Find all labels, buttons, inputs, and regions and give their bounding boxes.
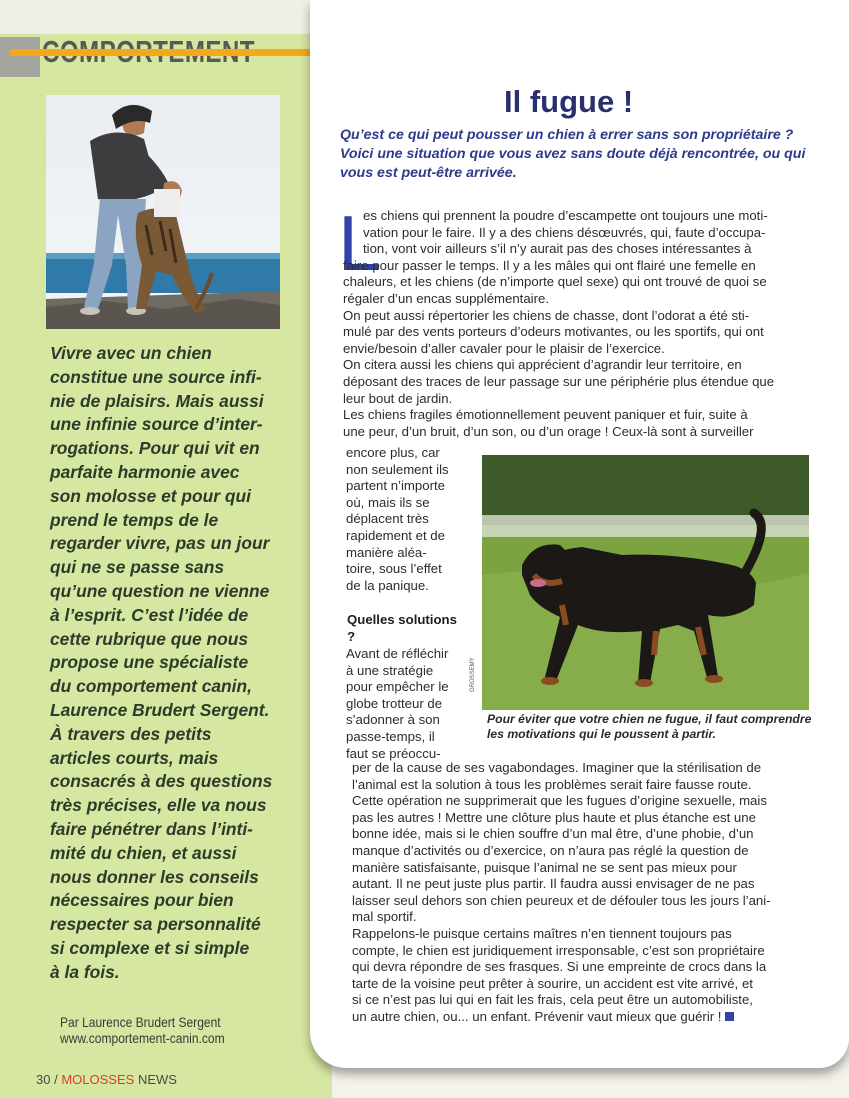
- article-body-narrow-2: [346, 646, 449, 762]
- intro-line: prend le temps de le: [50, 509, 219, 530]
- author-byline: [60, 1014, 225, 1046]
- intro-line: à l’esprit. C’est l’idée de: [50, 604, 249, 625]
- article-subhead: Quelles solutions ?: [347, 612, 457, 644]
- photo-credit: GROSSEMY: [470, 657, 476, 692]
- body-line: à une stratégie: [346, 662, 434, 678]
- intro-line: Vivre avec un chien: [50, 343, 212, 363]
- body-line: de la panique.: [346, 577, 429, 593]
- body-line: autant. Il ne peut juste plus partir. Il faudra aussi envisager de ne pas: [352, 876, 755, 892]
- body-line: manière satisfaisante, puisque l’animal ne se sent pas mieux pour: [352, 859, 737, 875]
- body-line: toire, sous l’effet: [346, 561, 442, 577]
- intro-line: articles courts, mais: [50, 747, 219, 768]
- body-line: encore plus, car: [346, 445, 440, 460]
- body-line: où, mais ils se: [346, 494, 430, 510]
- body-line: per de la cause de ses vagabondages. Imaginer que la stérilisation de: [352, 760, 762, 775]
- intro-line: nie de plaisirs. Mais aussi: [50, 390, 264, 411]
- intro-line: parfaite harmonie avec: [50, 461, 240, 482]
- body-line: leur bout de jardin.: [343, 390, 453, 406]
- author-name: Par Laurence Brudert Sergent: [60, 1014, 221, 1030]
- article-body-top: [343, 208, 811, 440]
- folio-separator: /: [54, 1072, 58, 1087]
- body-line: l’animal est la solution à tous les problèmes serait faire fausse route.: [352, 776, 752, 792]
- sidebar-top-band: [0, 0, 332, 34]
- body-line: vation pour le faire. Il y a des chiens désœuvrés, qui, faute d’occupa-: [363, 224, 766, 240]
- intro-line: regarder vivre, pas un jour: [50, 533, 270, 554]
- article-body-narrow-1: [346, 445, 449, 594]
- body-line: qui devra répondre de ses frasques. Si une empreinte de crocs dans la: [352, 959, 767, 975]
- page-folio: [36, 1072, 177, 1087]
- man-and-dog-illustration: [46, 95, 280, 329]
- intro-line: nécessaires pour bien: [50, 890, 234, 911]
- body-line: On peut aussi répertorier les chiens de chasse, dont l’odorat a été sti-: [343, 307, 750, 323]
- body-line: déposant des traces de leur passage sur une périphérie plus étendue que: [343, 373, 775, 389]
- intro-line: son molosse et pour qui: [50, 485, 251, 506]
- intro-line: constitue une source infi-: [50, 366, 262, 387]
- body-line: pas les autres ! Mettre une clôture plus haute et plus étanche est une: [352, 809, 756, 825]
- article-standfirst: Qu’est ce qui peut pousser un chien à errer sans son propriétaire ? Voici une situation que vous avez sans doute déjà rencontrée, ou qui vous est peut-être arrivée.: [340, 127, 806, 182]
- body-line: Les chiens fragiles émotionnellement peuvent paniquer et fuir, suite à: [343, 407, 748, 423]
- intro-line: à la fois.: [50, 961, 120, 982]
- end-mark-icon: [725, 1012, 734, 1021]
- body-line: régaler d’un encas supplémentaire.: [343, 290, 549, 306]
- sidebar-intro: [50, 342, 300, 985]
- body-line: non seulement ils: [346, 461, 449, 477]
- body-line: Avant de réfléchir: [346, 646, 449, 661]
- body-line: tion, vont voir ailleurs s’il n’y aurait pas des choses intéressantes à: [363, 241, 752, 257]
- intro-line: nous donner les conseils: [50, 866, 259, 887]
- intro-line: propose une spécialiste: [50, 652, 249, 673]
- body-line: passe-temps, il: [346, 728, 435, 744]
- body-line: globe trotteur de: [346, 695, 443, 711]
- intro-line: respecter sa personnalité: [50, 914, 261, 935]
- intro-line: À travers des petits: [50, 723, 212, 744]
- intro-line: une infinie source d’inter-: [50, 414, 263, 435]
- drop-cap: L: [338, 199, 382, 287]
- body-line: chaleurs, et les chiens (de n’importe quel sexe) qui ont trouvé de quoi se: [343, 274, 767, 290]
- body-line: pour empêcher le: [346, 679, 449, 695]
- intro-line: faire pénétrer dans l’inti-: [50, 818, 253, 839]
- top-photo: [46, 95, 280, 329]
- body-line: manière aléa-: [346, 544, 427, 560]
- intro-line: si complexe et si simple: [50, 937, 250, 958]
- photo-caption: Pour éviter que votre chien ne fugue, il faut comprendre les motivations qui le poussent à partir.: [487, 712, 812, 741]
- intro-line: qui ne se passe sans: [50, 557, 224, 578]
- intro-line: du comportement canin,: [50, 676, 252, 697]
- body-line: Cette opération ne supprimerait que les fugues d’origine sexuelle, mais: [352, 793, 767, 809]
- body-line: manque d’activités ou d’exercice, on n’aura pas réglé la question de: [352, 842, 749, 858]
- body-line: mulé par des vents porteurs d’odeurs motivantes, ou les sportifs, qui ont: [343, 324, 764, 340]
- magazine-brand: MOLOSSES: [61, 1072, 135, 1087]
- body-line: faut se préoccu-: [346, 745, 441, 761]
- dog-photo: [482, 455, 809, 710]
- body-line: On citera aussi les chiens qui apprécient d’agrandir leur territoire, en: [343, 357, 742, 373]
- article-body-bottom: [352, 760, 816, 1026]
- body-line: rapidement et de: [346, 527, 445, 543]
- intro-line: rogations. Pour qui vit en: [50, 438, 260, 459]
- intro-line: très précises, elle va nous: [50, 795, 267, 816]
- body-line: un autre chien, ou... un enfant. Prévenir vaut mieux que guérir !: [352, 1008, 722, 1024]
- intro-line: cette rubrique que nous: [50, 628, 249, 649]
- body-line: laisser seul dehors son chien peureux et de défouler tous les jours l’ani-: [352, 892, 771, 908]
- body-line: déplacent très: [346, 511, 429, 527]
- intro-line: Laurence Brudert Sergent.: [50, 699, 270, 720]
- body-line: compte, le chien est juridiquement irresponsable, c’est son propriétaire: [352, 942, 765, 958]
- body-line: si ce n’est pas lui qui en fait les frais, cela peut être un automobiliste,: [352, 992, 753, 1008]
- body-line: tarte de la voisine peut prêter à sourire, un accident est vite arrivé, et: [352, 975, 753, 991]
- body-line-final: [352, 1009, 816, 1026]
- article-headline: Il fugue !: [504, 84, 634, 119]
- body-line: partent n’importe: [346, 478, 445, 494]
- body-line: es chiens qui prennent la poudre d’escampette ont toujours une moti-: [363, 208, 768, 223]
- intro-line: qu’une question ne vienne: [50, 580, 270, 601]
- magazine-brand-suffix: NEWS: [137, 1072, 177, 1087]
- body-line: envie/besoin d’aller cavaler pour le plaisir de l’exercice.: [343, 340, 665, 356]
- rottweiler-illustration: [482, 455, 809, 710]
- body-line: Rappelons-le puisque certains maîtres n’en tiennent toujours pas: [352, 925, 732, 941]
- body-line: s’adonner à son: [346, 712, 440, 728]
- page-number: 30: [36, 1072, 51, 1087]
- section-marker: [0, 37, 40, 77]
- body-line: bonne idée, mais si le chien souffre d’un mal être, d’une phobie, d’un: [352, 826, 754, 842]
- intro-line: mité du chien, et aussi: [50, 842, 237, 863]
- body-line: mal sportif.: [352, 909, 417, 925]
- body-line: faire pour passer le temps. Il y a les mâles qui ont flairé une femelle en: [343, 257, 756, 273]
- author-website: www.comportement-canin.com: [60, 1030, 225, 1046]
- body-line: une peur, d’un bruit, d’un son, ou d’un orage ! Ceux-là sont à surveiller: [343, 423, 754, 439]
- intro-line: consacrés à des questions: [50, 771, 273, 792]
